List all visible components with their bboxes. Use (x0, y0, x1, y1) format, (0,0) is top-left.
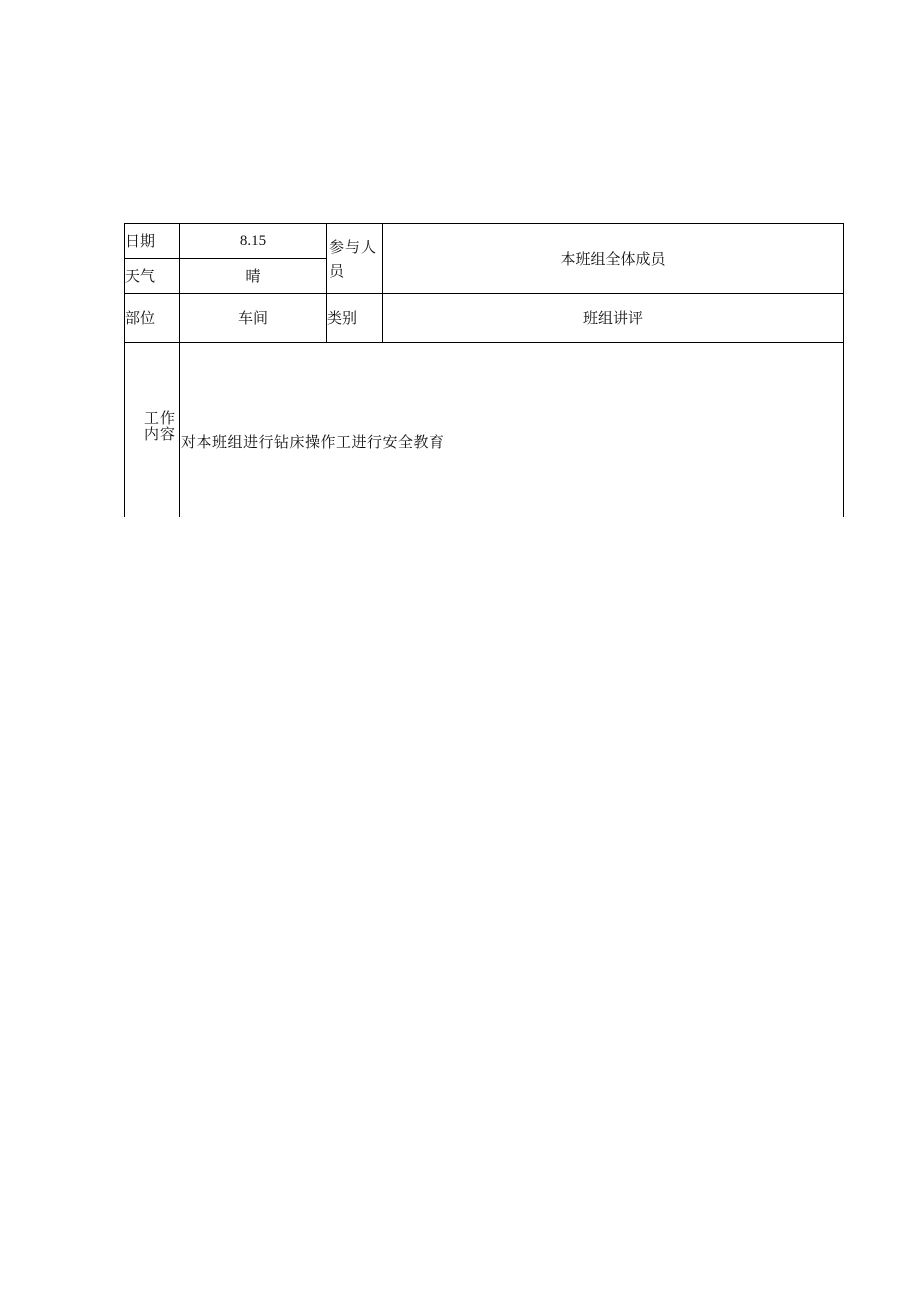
work-content: 对本班组进行钻床操作工进行安全教育 (181, 433, 445, 451)
participants-value: 本班组全体成员 (383, 224, 844, 294)
work-content-cell (180, 343, 844, 518)
table-row (125, 343, 844, 518)
work-label-line1: 工作 (143, 409, 176, 427)
participants-label-line2: 员 (329, 261, 346, 280)
work-label-line2: 内容 (143, 425, 176, 443)
weather-label: 天气 (125, 259, 180, 294)
table-row (125, 294, 844, 343)
location-label: 部位 (125, 294, 180, 343)
table-row (125, 224, 844, 259)
participants-label-line1: 参与人 (329, 237, 378, 256)
date-value: 8.15 (180, 224, 327, 259)
participants-label-cell (327, 224, 383, 294)
category-label: 类别 (327, 294, 383, 343)
location-value: 车间 (180, 294, 327, 343)
category-value: 班组讲评 (383, 294, 844, 343)
work-label-cell (125, 343, 180, 518)
work-log-table (124, 223, 844, 517)
weather-value: 晴 (180, 259, 327, 294)
work-log-form (124, 223, 843, 518)
date-label: 日期 (125, 224, 180, 259)
